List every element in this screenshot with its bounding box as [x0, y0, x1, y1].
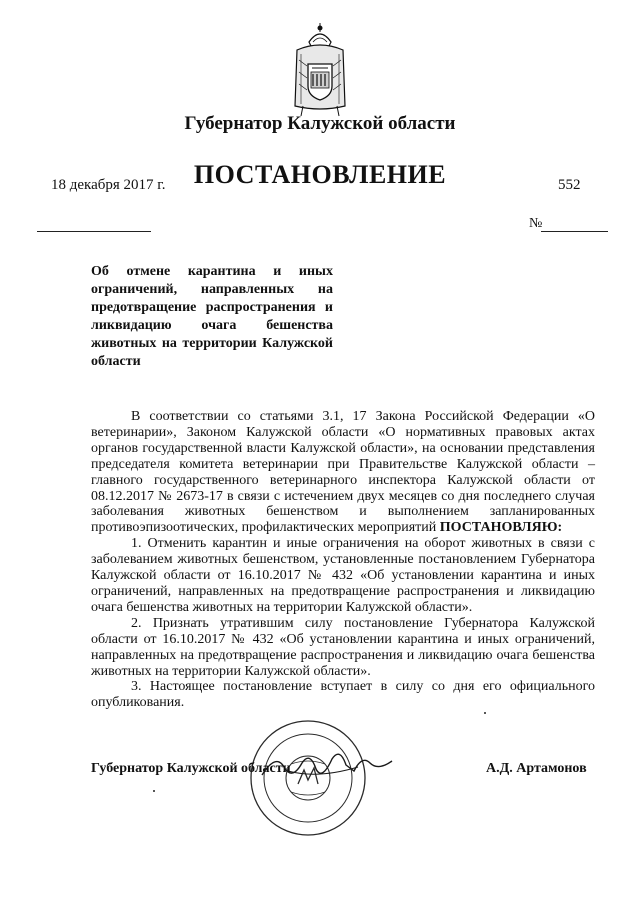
body-item-2: 2. Признать утратившим силу постановление Губернатора Калужской области от 16.10.2017 № 432 «Об установлении карантина и иных ограничений, направленных на предотвращение распространения и ликвидацию очага бешенства животных на территории Калужской области».: [91, 615, 595, 679]
scan-mark: [153, 790, 155, 792]
issuer-title: Губернатор Калужской области: [184, 113, 456, 134]
date-underline: [37, 231, 151, 232]
number-label: №: [529, 216, 543, 231]
body-item-3: 3. Настоящее постановление вступает в силу со дня его официального опубликования.: [91, 679, 595, 711]
body-preamble: [91, 409, 595, 536]
document-body: [91, 409, 595, 711]
signatory-position: Губернатор Калужской области: [91, 761, 291, 776]
document-date: 18 декабря 2017 г.: [51, 177, 166, 193]
body-item-1: 1. Отменить карантин и иные ограничения на оборот животных в связи с заболеванием животных бешенством, установленные постановлением Губернатора Калужской области от 16.10.2017 № 432 «Об установлении карантина и иных ограничений, направленных на предотвращение распространения и ликвидацию очага бешенства животных на территории Калужской области».: [91, 536, 595, 615]
number-underline: [541, 231, 608, 232]
preamble-text: В соответствии со статьями 3.1, 17 Закона Российской Федерации «О ветеринарии», Законом Калужской области «О нормативных правовых актах органов государственной власти Калужской области», на основании представления председателя комитета ветеринарии при Правительстве Калужской области – главного государственного ветеринарного инспектора Калужской области от 08.12.2017 № 2673-17 в связи с истечением двух месяцев со дня последнего случая заболевания животных бешенством и выполнением запланированных противоэпизоотических, профилактических мероприятий: [91, 409, 595, 536]
scan-mark: [484, 712, 486, 714]
signatory-name: А.Д. Артамонов: [486, 761, 587, 776]
document-number: 552: [558, 177, 581, 193]
document-type-heading: ПОСТАНОВЛЕНИЕ: [193, 160, 447, 189]
decree-word: ПОСТАНОВЛЯЮ:: [439, 520, 563, 536]
document-subject: Об отмене карантина и иных ограничений, направленных на предотвращение распространения и ликвидацию очага бешенства животных на территории Калужской области: [91, 264, 333, 369]
